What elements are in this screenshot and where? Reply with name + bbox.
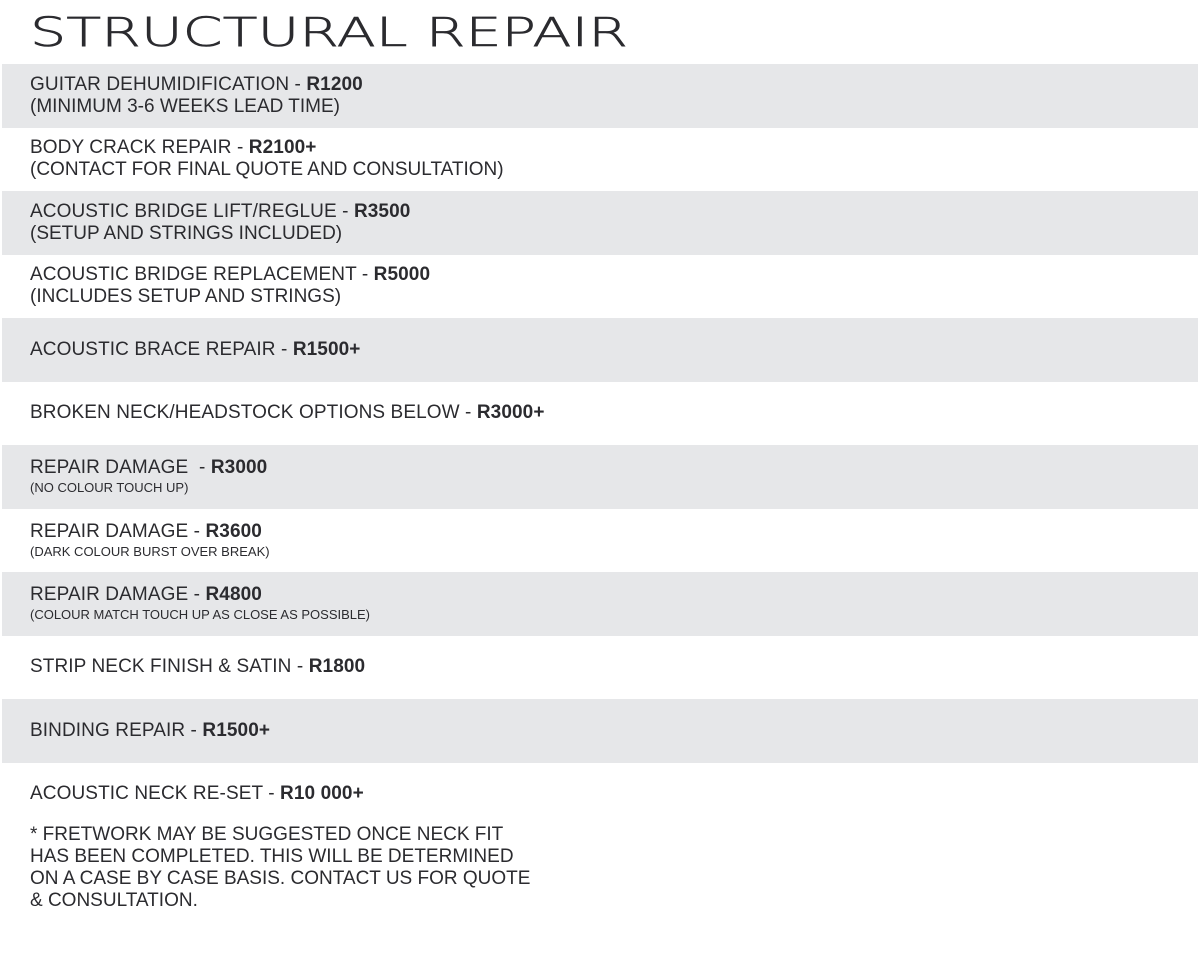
service-row [2,445,1198,509]
service-price: R3500 [353,200,411,222]
service-line [30,137,1198,159]
service-price: R3000 [210,457,268,479]
service-price: R1500+ [202,719,271,741]
service-name: BINDING REPAIR - [30,719,203,741]
service-name: BROKEN NECK/HEADSTOCK OPTIONS BELOW - [30,402,477,424]
service-line [30,74,1198,96]
service-line [30,457,1198,479]
page-title-text: STRUCTURAL REPAIR [30,12,628,52]
service-row [2,64,1198,128]
service-note: (COLOUR MATCH TOUCH UP AS CLOSE AS POSSIBLE) [30,607,371,623]
service-name: ACOUSTIC NECK RE-SET - [30,783,281,805]
page-title [30,12,630,52]
service-name: ACOUSTIC BRIDGE LIFT/REGLUE - [30,200,354,222]
service-name: ACOUSTIC BRACE REPAIR - [30,338,293,360]
service-note: (INCLUDES SETUP AND STRINGS) [30,286,342,308]
service-price: R2100+ [248,137,317,159]
service-row [2,191,1198,255]
service-price: R1800 [308,656,366,678]
service-row [2,255,1198,319]
service-name: STRIP NECK FINISH & SATIN - [30,656,309,678]
service-price: R5000 [373,264,431,286]
service-price-list [2,64,1198,826]
fretwork-footnote: * FRETWORK MAY BE SUGGESTED ONCE NECK FIT HAS BEEN COMPLETED. THIS WILL BE DETERMINED ON A CASE BY CASE BASIS. CONTACT US FOR QUOTE & CONSULTATION. [30,824,531,911]
service-row [2,509,1198,573]
service-row [2,636,1198,700]
service-line [30,584,1198,606]
service-line [30,339,1198,361]
service-row [2,572,1198,636]
service-line [30,720,1198,742]
service-price: R1200 [306,73,363,95]
service-row [2,763,1198,827]
service-note: (CONTACT FOR FINAL QUOTE AND CONSULTATION) [30,159,504,181]
service-row [2,699,1198,763]
service-line [30,402,1198,424]
service-row [2,382,1198,446]
service-name: REPAIR DAMAGE - [30,584,206,606]
page-title-graphic [30,12,630,52]
service-row [2,318,1198,382]
service-line [30,656,1198,678]
service-row [2,128,1198,192]
service-price: R4800 [205,584,262,606]
service-note: (DARK COLOUR BURST OVER BREAK) [30,543,270,559]
service-name: ACOUSTIC BRIDGE REPLACEMENT - [30,264,374,286]
service-name: REPAIR DAMAGE - [30,520,206,542]
service-name: GUITAR DEHUMIDIFICATION - [30,73,307,95]
service-line [30,521,1198,543]
service-line [30,783,1198,805]
service-price: R1500+ [292,338,361,360]
service-price: R3000+ [476,402,545,424]
service-line [30,201,1198,223]
service-line [30,264,1198,286]
service-note: (SETUP AND STRINGS INCLUDED) [30,222,343,244]
service-name: BODY CRACK REPAIR - [30,137,249,159]
service-price: R10 000+ [280,783,364,805]
service-note: (NO COLOUR TOUCH UP) [30,480,189,496]
service-name: REPAIR DAMAGE - [30,457,211,479]
service-note: (MINIMUM 3-6 WEEKS LEAD TIME) [30,95,341,117]
service-price: R3600 [205,520,262,542]
